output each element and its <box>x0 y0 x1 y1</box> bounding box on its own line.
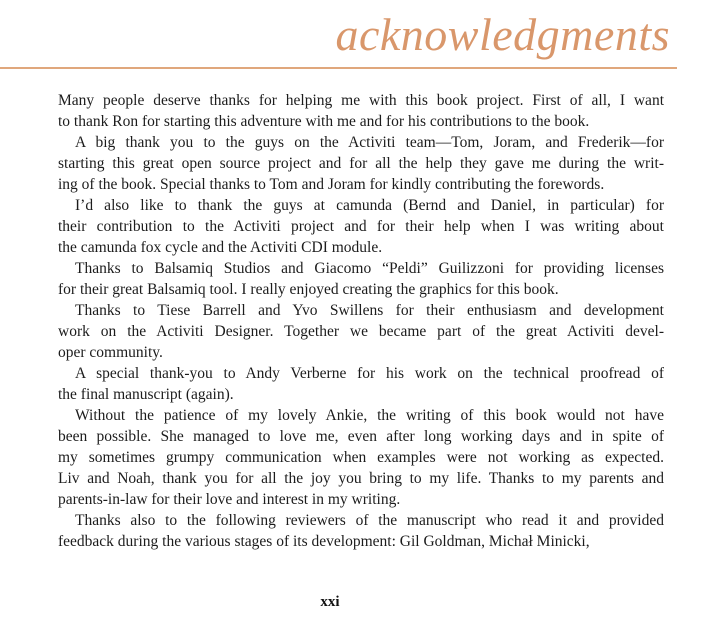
text-line: Without the patience of my lovely Ankie, the writing of this book would not have <box>75 407 664 424</box>
paragraph <box>58 405 664 510</box>
text-line: starting this great open source project and for all the help they gave me during the writ- <box>58 155 664 172</box>
text-line: been possible. She managed to love me, even after long working days and in spite of <box>58 428 664 445</box>
chapter-title: acknowledgments <box>335 9 670 60</box>
paragraph <box>58 195 664 258</box>
paragraph <box>58 300 664 363</box>
text-line: Thanks to Tiese Barrell and Yvo Swillens for their enthusiasm and development <box>75 302 664 319</box>
text-line: I’d also like to thank the guys at camunda (Bernd and Daniel, in particular) for <box>75 197 664 214</box>
paragraph <box>58 258 664 300</box>
text-line: my sometimes grumpy communication when examples were not working as expected. <box>58 449 664 466</box>
text-line: the camunda fox cycle and the Activiti CDI module. <box>58 239 383 256</box>
paragraph <box>58 132 664 195</box>
text-line: feedback during the various stages of its development: Gil Goldman, Michał Minicki, <box>58 533 590 550</box>
text-line: for their great Balsamiq tool. I really enjoyed creating the graphics for this book. <box>58 281 559 298</box>
text-line: Thanks to Balsamiq Studios and Giacomo “Peldi” Guilizzoni for providing licenses <box>75 260 664 277</box>
text-line: A special thank-you to Andy Verberne for his work on the technical proofread of <box>75 365 664 382</box>
text-line: work on the Activiti Designer. Together we became part of the great Activiti devel- <box>58 323 664 340</box>
text-line: oper community. <box>58 344 163 361</box>
text-line: their contribution to the Activiti project and for their help when I was writing about <box>58 218 664 235</box>
text-line: parents-in-law for their love and interest in my writing. <box>58 491 401 508</box>
paragraph <box>58 510 664 552</box>
text-line: Thanks also to the following reviewers of the manuscript who read it and provided <box>75 512 664 529</box>
text-line: to thank Ron for starting this adventure with me and for his contributions to the book. <box>58 113 590 130</box>
text-line: A big thank you to the guys on the Activiti team—Tom, Joram, and Frederik—for <box>75 134 664 151</box>
text-line: the final manuscript (again). <box>58 386 234 403</box>
paragraph <box>58 363 664 405</box>
text-line: Many people deserve thanks for helping me with this book project. First of all, I want <box>58 92 664 109</box>
text-line: Liv and Noah, thank you for all the joy you bring to my life. Thanks to my parents and <box>58 470 664 487</box>
page-number: xxi <box>320 594 340 610</box>
title-rule <box>0 67 677 69</box>
body-text <box>58 90 664 552</box>
paragraph <box>58 90 664 132</box>
text-line: ing of the book. Special thanks to Tom and Joram for kindly contributing the forewords. <box>58 176 605 193</box>
